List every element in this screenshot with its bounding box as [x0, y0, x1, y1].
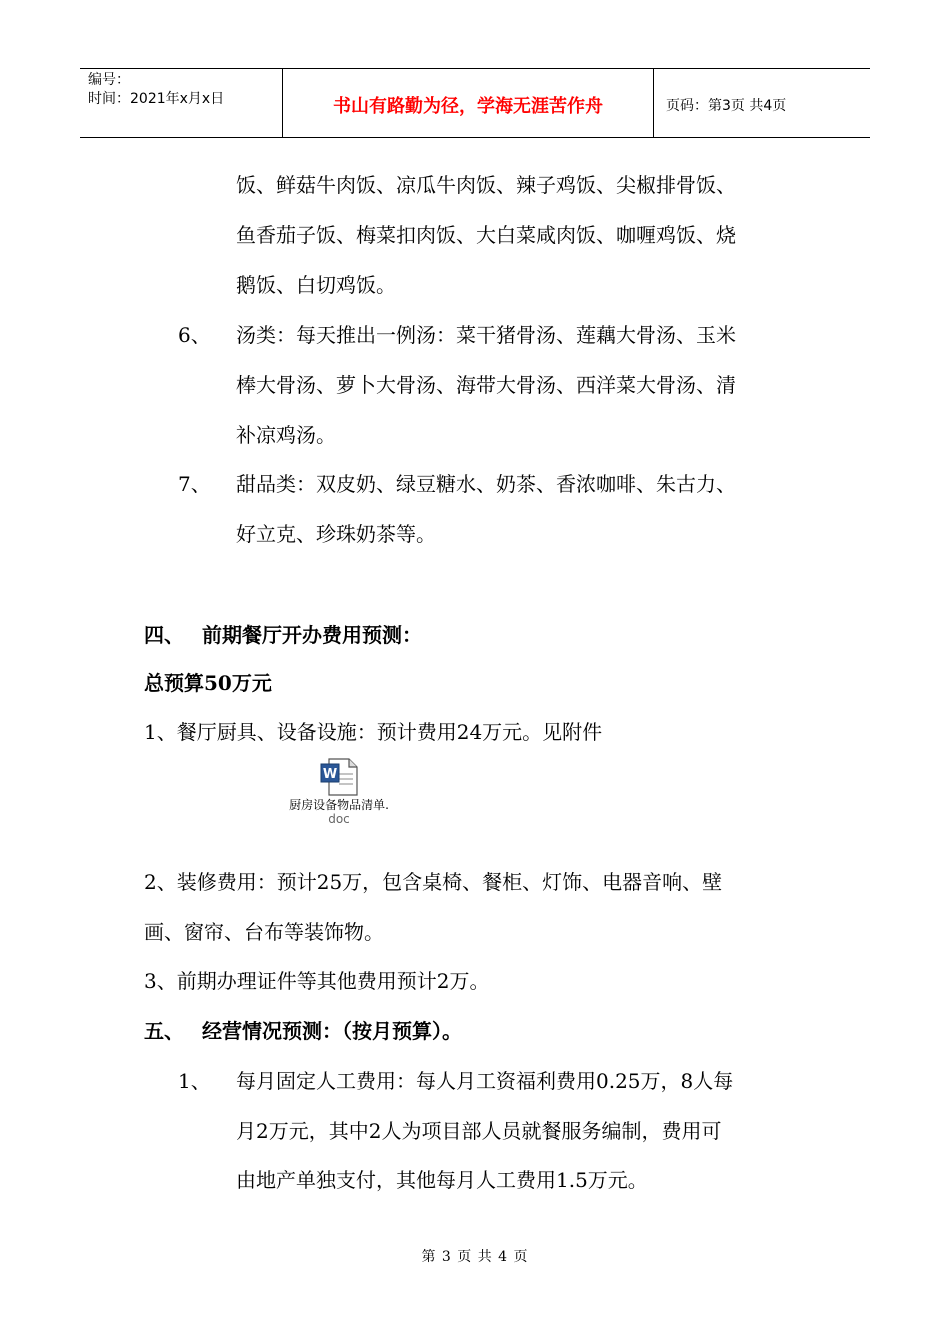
item-7-number: 7、 — [178, 472, 211, 496]
item-7-line-1: 甜品类：双皮奶、绿豆糖水、奶茶、香浓咖啡、朱古力、 — [236, 472, 736, 496]
item-6-line-2: 棒大骨汤、萝卜大骨汤、海带大骨汤、西洋菜大骨汤、清 — [236, 373, 736, 397]
cost-item-1: 1、餐厅厨具、设备设施：预计费用24万元。见附件 — [144, 720, 603, 744]
attachment-extension: doc — [328, 812, 350, 826]
item-6-line-1: 汤类：每天推出一例汤：菜干猪骨汤、莲藕大骨汤、玉米 — [236, 323, 736, 347]
section-5-title: 经营情况预测：（按月预算）。 — [202, 1019, 462, 1043]
attachment[interactable] — [274, 758, 404, 826]
op-item-1-line-1: 每月固定人工费用：每人月工资福利费用0.25万，8人每 — [236, 1069, 734, 1093]
document-time: 时间：2021年x月x日 — [88, 91, 225, 107]
page-footer: 第 3 页 共 4 页 — [421, 1249, 529, 1265]
attachment-filename: 厨房设备物品清单. — [289, 798, 389, 812]
item-6-line-3: 补凉鸡汤。 — [236, 423, 336, 447]
rice-line-2: 鱼香茄子饭、梅菜扣肉饭、大白菜咸肉饭、咖喱鸡饭、烧 — [236, 223, 736, 247]
header-left-cell — [80, 69, 282, 137]
op-item-1-line-3: 由地产单独支付，其他每月人工费用1.5万元。 — [236, 1168, 648, 1192]
item-7-line-2: 好立克、珍珠奶茶等。 — [236, 522, 436, 546]
rice-line-1: 饭、鲜菇牛肉饭、凉瓜牛肉饭、辣子鸡饭、尖椒排骨饭、 — [236, 173, 736, 197]
rice-line-3: 鹅饭、白切鸡饭。 — [236, 273, 396, 297]
section-4-number: 四、 — [144, 623, 184, 647]
word-document-icon — [319, 758, 359, 796]
op-item-1-number: 1、 — [178, 1069, 211, 1093]
cost-item-3: 3、前期办理证件等其他费用预计2万。 — [144, 969, 490, 993]
item-6-number: 6、 — [178, 323, 211, 347]
cost-item-2-line-2: 画、窗帘、台布等装饰物。 — [144, 920, 384, 944]
svg-text:W: W — [322, 767, 338, 782]
section-5-number: 五、 — [144, 1019, 184, 1043]
section-4-title: 前期餐厅开办费用预测： — [202, 623, 422, 647]
op-item-1-line-2: 月2万元，其中2人为项目部人员就餐服务编制，费用可 — [236, 1119, 722, 1143]
budget-total: 总预算50万元 — [144, 671, 272, 695]
cost-item-2-line-1: 2、装修费用：预计25万，包含桌椅、餐柜、灯饰、电器音响、壁 — [144, 870, 723, 894]
header-table — [80, 68, 870, 138]
header-motto: 书山有路勤为径，学海无涯苦作舟 — [282, 69, 654, 137]
document-number: 编号： — [88, 72, 130, 88]
header-page-number: 页码：第3页 共4页 — [666, 98, 787, 114]
